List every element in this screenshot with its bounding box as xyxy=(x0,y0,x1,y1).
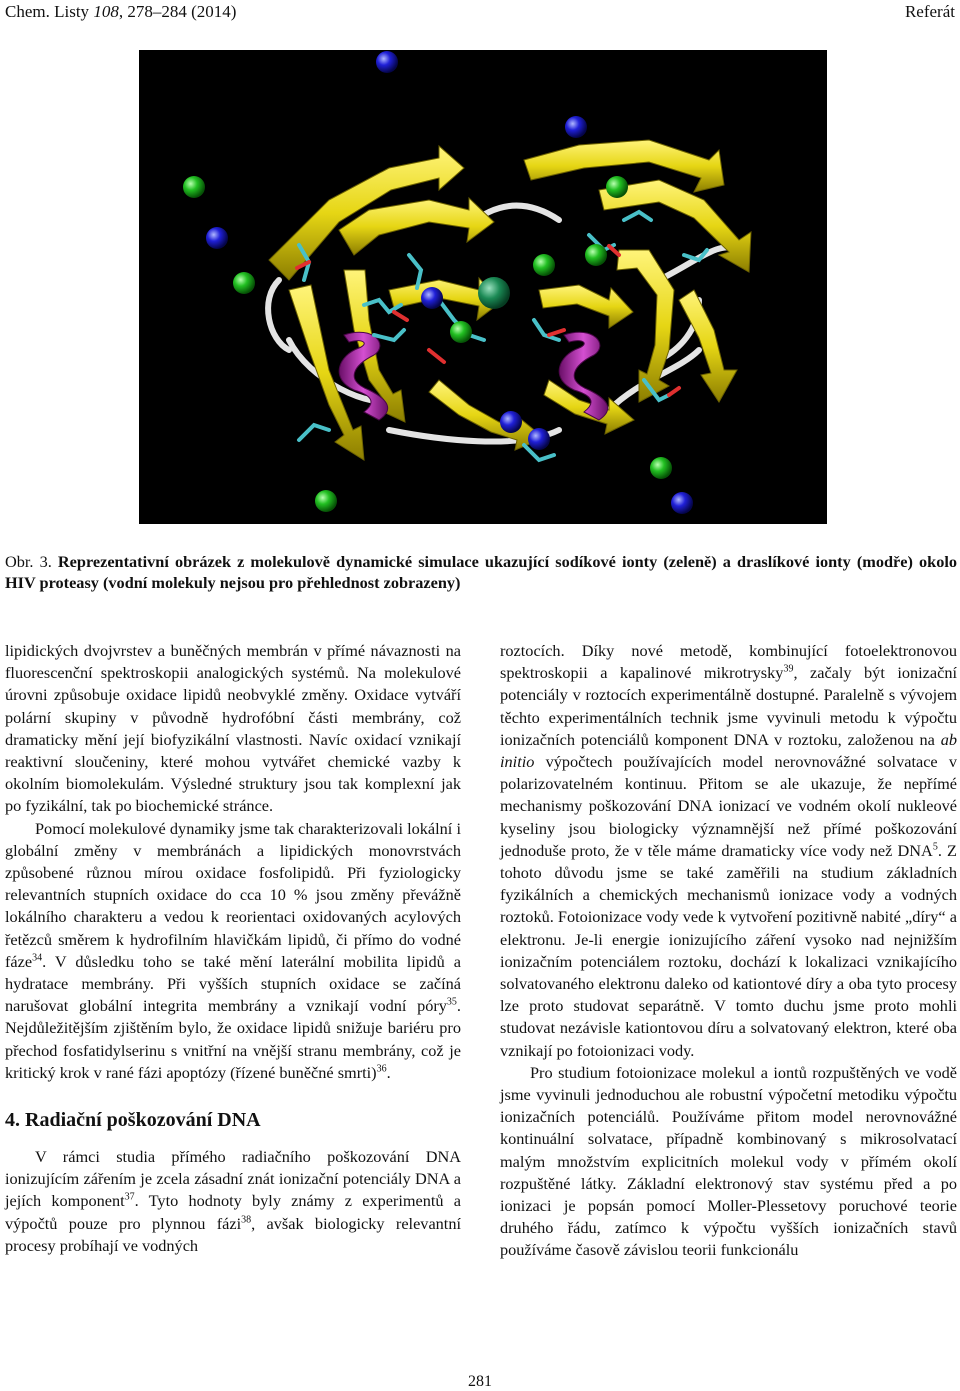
potassium-ion xyxy=(376,51,398,73)
text: výpočtech používajících model nerovnovážné solvatace v polarizovatelném kontinuu. Přitom se ale ukazuje, že nepřímé mechanismy poškozování DNA ionizací ve vodném okolí nukleové kyseliny jsou biologicky významnější než přímé poškozování jednoduše proto, že v těle máme dramaticky více vody než DNA xyxy=(500,752,957,860)
potassium-ion xyxy=(671,492,693,514)
citation-ref: 34 xyxy=(32,952,43,964)
text: . Tyto hodnoty byly známy z experimentů a výpočtů pouze pro plynnou fázi xyxy=(5,1191,462,1233)
journal-pages: , 278–284 (2014) xyxy=(118,2,237,21)
italic-term: ab initio xyxy=(500,729,957,772)
citation-ref: 5 xyxy=(932,841,938,853)
paragraph: lipidických dvojvrstev a buněčných membrán v přímé návaznosti na fluorescenční spektroskopii analogických systémů. Na molekulové úrovni způsobuje oxidace lipidů neobvyklé změny. Oxidace vytváří polární skupiny v původně hydrofóbní části membrány, což dramaticky mění její biofyzikální vlastnosti. Navíc oxidací vznikají reaktivní sloučeniny, které mohou vytvářet chemické vazby k okolním biomolekulám. Výsledné struktury jsou tak komplexní jak po fyzikální, tak po biochemické stránce. xyxy=(5,641,461,816)
sodium-ion xyxy=(233,272,255,294)
citation-ref: 37 xyxy=(124,1192,135,1204)
running-header xyxy=(5,2,955,24)
citation-ref: 38 xyxy=(241,1214,252,1226)
paragraph: Pro studium fotoionizace molekul a iontů rozpuštěných ve vodě jsme vyvinuli jednoduchou ale robustní výpočetní metodiku výpočtu ionizačních potenciálů. Používáme přitom model nerovnovážné kontinuální solvatace, případně kombinovaný s mikrosolvatací malým množstvím explicitních molekul vody v přímém okolí rozpuštěné látky. Základní elektronový stav systému před a po ionizaci je popsán pomocí Moller-Plessetovy poruchové teorie druhého řádu, zatímco k výpočtu vyšších ionizačních stavů používáme časově závislou teorii funkcionálu xyxy=(500,1062,957,1260)
text: , začaly být ionizační potenciály v roztocích experimentálně dostupné. Paralelně s vývojem těchto experimentálních technik jsme vyvinuli metodu k výpočtu ionizačních potenciálů komponent DNA v roztoku, založenou na xyxy=(500,663,957,749)
journal-volume: 108 xyxy=(93,2,119,21)
citation-ref: 35 xyxy=(446,996,457,1008)
right-column xyxy=(500,640,957,1262)
journal-name: Chem. Listy xyxy=(5,2,94,21)
citation-ref: 36 xyxy=(376,1063,387,1075)
paragraph xyxy=(5,818,461,1084)
potassium-ion xyxy=(528,428,550,450)
potassium-ion xyxy=(500,411,522,433)
potassium-ion xyxy=(421,287,443,309)
page-number: 281 xyxy=(468,1373,492,1390)
sodium-ion xyxy=(315,490,337,512)
sodium-ion xyxy=(183,176,205,198)
text: . V důsledku toho se také mění laterální mobilita lipidů a hydratace membrány. Při vyšších stupních oxidace se začíná narušovat globální integrita membrány a vznikají vodní póry xyxy=(5,951,461,1016)
sodium-ion xyxy=(650,457,672,479)
section-label: Referát xyxy=(904,2,955,21)
sodium-ion xyxy=(585,244,607,266)
figure-caption xyxy=(5,551,957,593)
left-column xyxy=(5,640,461,1257)
potassium-ion xyxy=(565,116,587,138)
text: . Z tohoto důvodu jsme se také zaměřili na studium základních fyzikálních a chemických mechanismů ionizace vody a vodných roztoků. Fotoionizace vody vede k vytvoření pozitivně nabité „díry“ a elektronu. Je-li energie ionizujícího záření vysoko nad nejnižším ionizačním potenciálem roztoku, dochází k lokalizaci vznikajícího solvatovaného elektronu daleko od kationtové díry a oba tyto procesy lze proto studovat separátně. V tomto duchu jsme proto mohli studovat nezávisle kationtovou díru a solvatovaný elektron, které oba vznikají po fotoionizaci vody. xyxy=(500,840,957,1060)
paragraph xyxy=(5,1146,461,1257)
section-heading: 4. Radiační poškozování DNA xyxy=(5,1109,261,1132)
sodium-ion xyxy=(450,321,472,343)
text: , avšak biologicky relevantní procesy probíhají ve vodných xyxy=(5,1213,461,1255)
protein-structure-render xyxy=(139,50,827,524)
central-ion xyxy=(478,277,510,309)
sodium-ion xyxy=(533,254,555,276)
journal-citation xyxy=(5,2,236,22)
citation-ref: 39 xyxy=(783,663,794,675)
text: . Nejdůležitějším zjištěním bylo, že oxidace lipidů snižuje bariéru pro přechod fosfatidylserinu s vnitřní na vnější stranu membrány, což je kritický krok v rané fázi apoptózy (řízené buněčné smrti) xyxy=(5,996,461,1082)
text: Pomocí molekulové dynamiky jsme tak charakterizovali lokální i globální změny v membránách a lipidických monovrstvách způsobené různou mírou oxidace fosfolipidů. Při fyziologicky relevantních stupních oxidace do cca 10 % jsou změny převážně lokálního charakteru a vedou k reorientaci oxidovaných acylových řetězců směrem k hydrofilním hlavičkám lipidů, či přímo do vodné fáze xyxy=(5,818,461,971)
figure-caption-text: Reprezentativní obrázek z molekulově dynamické simulace ukazující sodíkové ionty (zeleně) a draslíkové ionty (modře) okolo HIV proteasy (vodní molekuly nejsou pro přehlednost zobrazeny) xyxy=(5,552,957,592)
potassium-ion xyxy=(206,227,228,249)
text: roztocích. Díky nové metodě, kombinující fotoelektronovou spektroskopii a kapalinové mikrotrysky xyxy=(500,641,957,683)
sodium-ion xyxy=(606,176,628,198)
figure-label: Obr. 3. xyxy=(5,552,58,571)
hiv-protease-figure xyxy=(139,50,827,524)
paragraph xyxy=(500,640,957,1062)
text: . xyxy=(386,1062,391,1082)
text: V rámci studia přímého radiačního poškozování DNA ionizujícím zářením je zcela zásadní znát ionizační potenciály DNA a jejích komponent xyxy=(5,1147,461,1211)
